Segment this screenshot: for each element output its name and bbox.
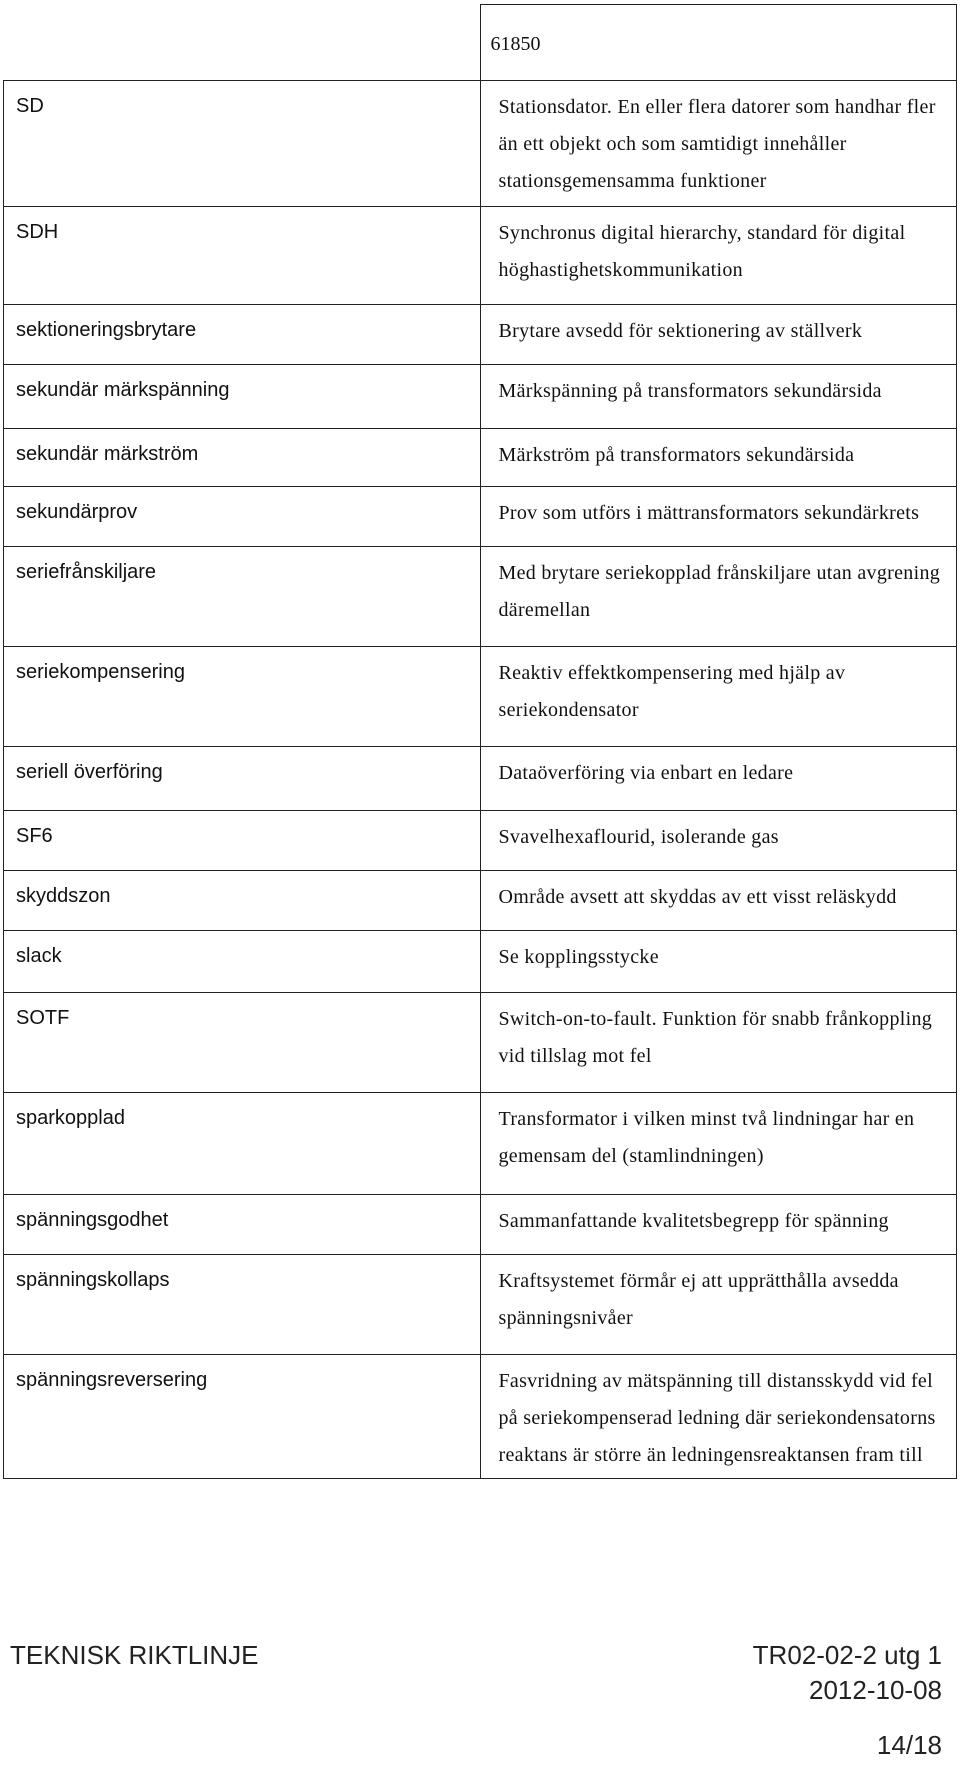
glossary-definition: Prov som utförs i mättransformators sekundärkrets [480, 487, 957, 547]
glossary-row [4, 1355, 957, 1479]
glossary-table [3, 4, 957, 1479]
footer-page-number: 14/18 [876, 1730, 942, 1760]
glossary-definition: Kraftsystemet förmår ej att upprätthålla avsedda spänningsnivåer [480, 1255, 957, 1355]
glossary-definition: Fasvridning av mätspänning till distansskydd vid fel på seriekompenserad ledning där seriekondensatorns reaktans är större än ledningensreaktansen fram till [480, 1355, 957, 1479]
glossary-row [4, 1195, 957, 1255]
glossary-term: sparkopplad [4, 1093, 481, 1195]
glossary-definition: Switch-on-to-fault. Funktion för snabb frånkoppling vid tillslag mot fel [480, 993, 957, 1093]
glossary-row [4, 429, 957, 487]
header-empty-cell [4, 5, 481, 81]
footer-date: 2012-10-08 [809, 1675, 942, 1705]
glossary-term: SOTF [4, 993, 481, 1093]
glossary-definition: Reaktiv effektkompensering med hjälp av seriekondensator [480, 647, 957, 747]
glossary-term: spänningsreversering [4, 1355, 481, 1479]
glossary-row [4, 931, 957, 993]
glossary-definition: Stationsdator. En eller flera datorer som handhar fler än ett objekt och som samtidigt innehåller stationsgemensamma funktioner [480, 81, 957, 207]
footer-doc-id: TR02-02-2 utg 1 [752, 1640, 942, 1670]
glossary-definition: Med brytare seriekopplad frånskiljare utan avgrening däremellan [480, 547, 957, 647]
glossary-term: sekundär märkström [4, 429, 481, 487]
glossary-term: SDH [4, 207, 481, 305]
glossary-row [4, 647, 957, 747]
glossary-term: sekundär märkspänning [4, 365, 481, 429]
glossary-row [4, 207, 957, 305]
glossary-row [4, 547, 957, 647]
glossary-row [4, 1093, 957, 1195]
glossary-term: sekundärprov [4, 487, 481, 547]
glossary-term: sektioneringsbrytare [4, 305, 481, 365]
header-row [4, 5, 957, 81]
glossary-definition: Märkström på transformators sekundärsida [480, 429, 957, 487]
glossary-row [4, 1255, 957, 1355]
glossary-definition: Område avsett att skyddas av ett visst reläskydd [480, 871, 957, 931]
glossary-term: seriell överföring [4, 747, 481, 811]
glossary-definition: Märkspänning på transformators sekundärsida [480, 365, 957, 429]
glossary-row [4, 871, 957, 931]
glossary-definition: Sammanfattande kvalitetsbegrepp för spänning [480, 1195, 957, 1255]
glossary-term: skyddszon [4, 871, 481, 931]
glossary-definition: Se kopplingsstycke [480, 931, 957, 993]
glossary-definition: Dataöverföring via enbart en ledare [480, 747, 957, 811]
glossary-term: SD [4, 81, 481, 207]
glossary-term: slack [4, 931, 481, 993]
glossary-row [4, 487, 957, 547]
footer-left: TEKNISK RIKTLINJE [10, 1640, 259, 1670]
glossary-definition: Svavelhexaflourid, isolerande gas [480, 811, 957, 871]
glossary-term: SF6 [4, 811, 481, 871]
glossary-definition: Brytare avsedd för sektionering av ställverk [480, 305, 957, 365]
glossary-term: seriekompensering [4, 647, 481, 747]
glossary-row [4, 81, 957, 207]
glossary-term: spänningskollaps [4, 1255, 481, 1355]
glossary-definition: Synchronus digital hierarchy, standard för digital höghastighetskommunikation [480, 207, 957, 305]
glossary-term: spänningsgodhet [4, 1195, 481, 1255]
document-number: 61850 [480, 5, 957, 81]
glossary-definition: Transformator i vilken minst två lindningar har en gemensam del (stamlindningen) [480, 1093, 957, 1195]
glossary-row [4, 811, 957, 871]
glossary-row [4, 993, 957, 1093]
glossary-row [4, 365, 957, 429]
glossary-term: seriefrånskiljare [4, 547, 481, 647]
glossary-row [4, 305, 957, 365]
glossary-row [4, 747, 957, 811]
